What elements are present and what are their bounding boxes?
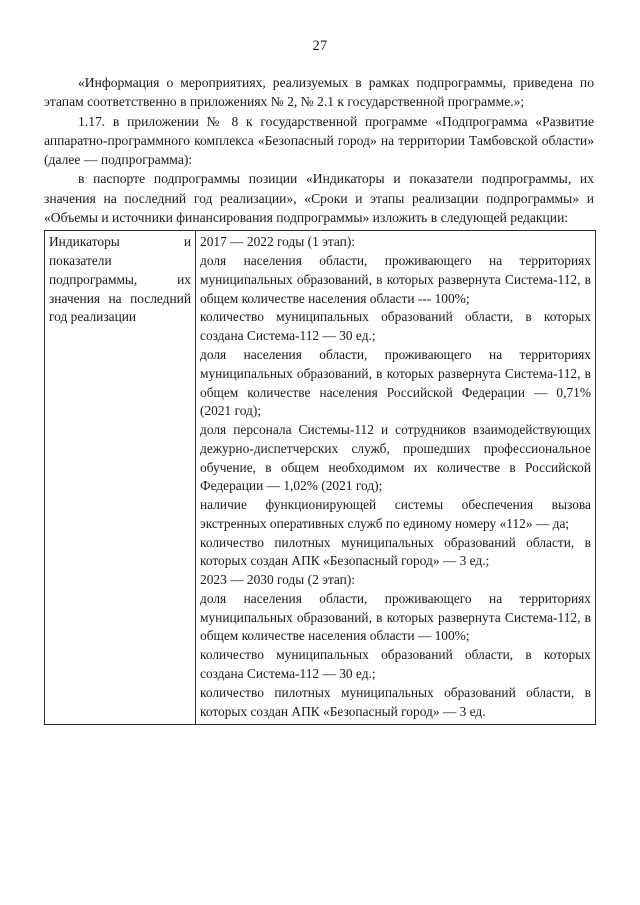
- content-line-9: доля населения области, проживающего на территориях муниципальных образований, в которых развернута Система-112, в общем количестве населения области — 100%;: [200, 590, 591, 644]
- content-line-3: количество муниципальных образований области, в которых создана Система-112 — 30 ед.;: [200, 309, 591, 344]
- table-row: [45, 231, 596, 725]
- table-cell-label: [45, 231, 196, 725]
- content-line-11: количество пилотных муниципальных образований области, в которых создан АПК «Безопасный город» — 3 ед.: [200, 684, 591, 719]
- paragraph-2: 1.17. в приложении № 8 к государственной программе «Подпрограмма «Развитие аппаратно-программного комплекса «Безопасный город» на территории Тамбовской области» (далее — подпрограмма):: [44, 113, 594, 168]
- content-line-5: доля персонала Системы-112 и сотрудников взаимодействующих дежурно-диспетчерских служб, прошедших профессиональное обучение, в общем необходимом их количестве в Российской Федерации — 1,02% (2021 год);: [200, 422, 591, 494]
- content-line-6: наличие функционирующей системы обеспечения вызова экстренных оперативных служб по единому номеру «112» — да;: [200, 497, 591, 531]
- document-body: [44, 73, 596, 227]
- content-line-10: количество муниципальных образований области, в которых создана Система-112 — 30 ед.;: [200, 647, 591, 681]
- indicators-table: [44, 230, 596, 725]
- content-line-8: 2023 — 2030 годы (2 этап):: [200, 572, 355, 588]
- paragraph-3: в паспорте подпрограммы позиции «Индикаторы и показатели подпрограммы, их значения на последний год реализации», «Сроки и этапы реализации подпрограммы» и «Объемы и источники финансирования подпрограммы» изложить в следующей редакции:: [44, 171, 594, 226]
- paragraph-1: «Информация о мероприятиях, реализуемых в рамках подпрограммы, приведена по этапам соответственно в приложениях № 2, № 2.1 к государственной программе.»;: [44, 75, 594, 110]
- table-cell-content: [196, 231, 596, 725]
- content-line-7: количество пилотных муниципальных образований области, в которых создан АПК «Безопасный город» — 3 ед.;: [200, 534, 591, 569]
- row-label: Индикаторы и показатели подпрограммы, их значения на последний год реализации: [49, 234, 191, 325]
- content-line-1: 2017 — 2022 годы (1 этап):: [200, 234, 355, 250]
- page-number: 27: [312, 38, 328, 54]
- content-line-4: доля населения области, проживающего на территориях муниципальных образований, в которых развернута Система-112, в общем количестве населения Российской Федерации — 0,71% (2021 год);: [200, 346, 591, 419]
- content-line-2: доля населения области, проживающего на территориях муниципальных образований, в которых развернута Система-112, в общем количестве населения области --- 100%;: [200, 253, 591, 306]
